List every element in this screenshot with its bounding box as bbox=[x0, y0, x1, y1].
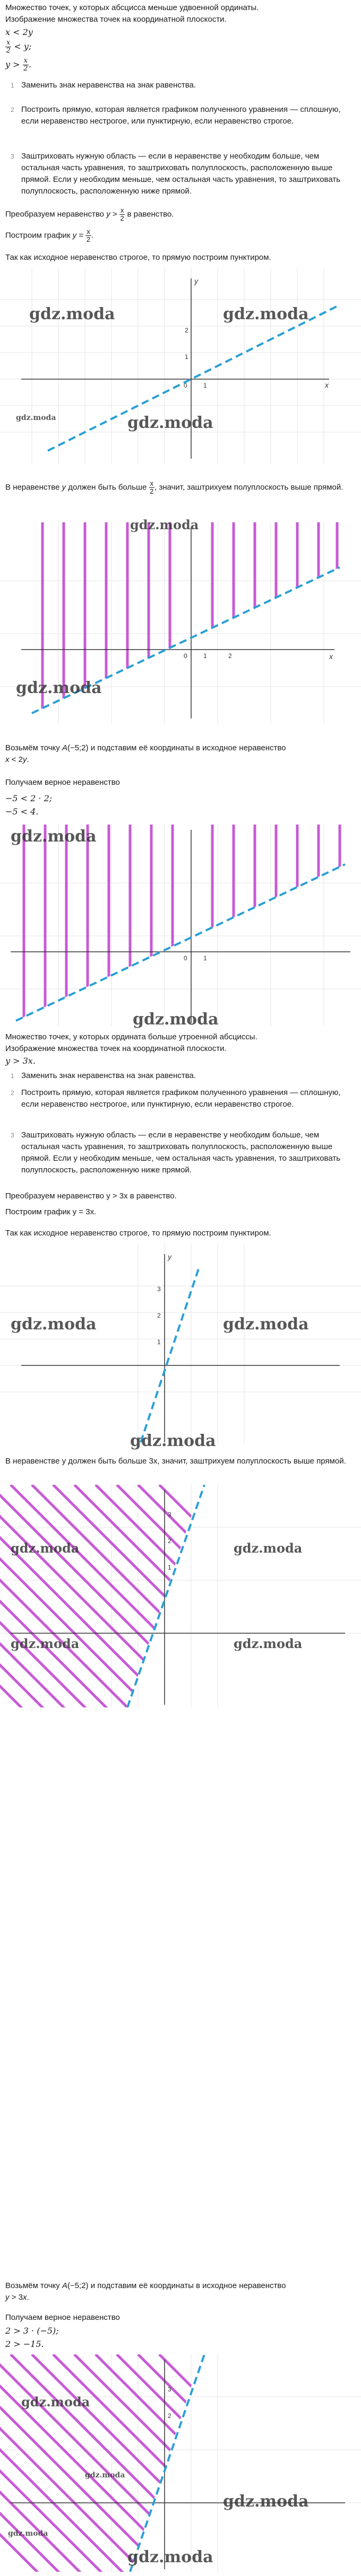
watermark: gdz.moda bbox=[234, 1540, 303, 1556]
svg-text:0: 0 bbox=[184, 954, 187, 962]
watermark: gdz.moda bbox=[29, 305, 115, 323]
watermark: gdz.moda bbox=[11, 827, 97, 846]
svg-text:1: 1 bbox=[157, 1338, 161, 1346]
svg-text:1: 1 bbox=[185, 353, 188, 361]
svg-text:0: 0 bbox=[184, 382, 187, 389]
svg-text:1: 1 bbox=[203, 382, 207, 389]
watermark: gdz.moda bbox=[21, 2394, 90, 2409]
graph-1-check bbox=[0, 825, 361, 1026]
part1-build: Построим график y = $\frac{x}{2}$ . bbox=[5, 227, 93, 243]
watermark: gdz.moda bbox=[127, 414, 213, 432]
graph-2-hatched bbox=[0, 1485, 361, 1707]
part2-subheading: Изображение множества точек на координатной плоскости. bbox=[5, 1044, 227, 1053]
part2-inequality-1: y > 3x. bbox=[5, 1056, 36, 1066]
part1-step-3: 3 Заштриховать нужную область — если в неравенстве y необходим больше, чем остальная часть уравнения, то заштриховать полуплоскость, расположенную выше прямой. Если y необходим меньше, чем остальная часть уравнения, то заштриховать полуплоскость, расположенную ниже прямой. bbox=[11, 152, 341, 196]
part1-heading: Множество точек, у которых абсцисса меньше удвоенной ординаты. bbox=[5, 3, 259, 12]
svg-text:1: 1 bbox=[168, 1564, 171, 1571]
part2-check-note: Возьмём точку A(−5;2) и подставим её координаты в исходное неравенство y > 3x. bbox=[5, 2281, 286, 2302]
watermark: gdz.moda bbox=[127, 2548, 213, 2566]
watermark: gdz.moda bbox=[16, 679, 102, 697]
watermark: gdz.moda bbox=[130, 517, 199, 532]
watermark: gdz.moda bbox=[223, 1315, 309, 1334]
watermark: gdz.moda bbox=[16, 414, 56, 422]
part1-inequality-3: y > $\frac{x}{2}$ . bbox=[5, 57, 32, 73]
svg-text:0: 0 bbox=[184, 652, 187, 660]
svg-text:2: 2 bbox=[157, 1312, 161, 1319]
part2-step-3: 3 Заштриховать нужную область — если в неравенстве y необходим больше, чем остальная часть уравнения, то заштриховать полуплоскость, расположенную выше прямой. Если y необходим меньше, чем остальная часть уравнения, то заштриховать полуплоскость, расположенную ниже прямой. bbox=[11, 1131, 341, 1175]
svg-text:y: y bbox=[194, 277, 198, 285]
svg-text:3: 3 bbox=[157, 1285, 161, 1293]
grid bbox=[0, 268, 361, 464]
svg-text:2: 2 bbox=[168, 2412, 171, 2420]
part2-check-1: 2 > 3 · (−5); bbox=[5, 2326, 59, 2336]
svg-text:1: 1 bbox=[203, 954, 207, 962]
part1-transform: Преобразуем неравенство y > $\frac{x}{2}$ в равенство. bbox=[5, 206, 174, 222]
svg-text:2: 2 bbox=[168, 1537, 171, 1545]
part1-step-2: 2 Построить прямую, которая является графиком полученного уравнения — сплошную, если неравенство нестрогое, или пунктирную, если неравенство строгое. bbox=[11, 105, 341, 126]
graph-2-check bbox=[0, 2354, 361, 2572]
part1-inequality-2: $\frac{x}{2}$ < y; bbox=[6, 39, 32, 55]
part1-check-note: Возьмём точку A(−5;2) и подставим её координаты в исходное неравенство x < 2y. bbox=[5, 743, 286, 764]
svg-text:2: 2 bbox=[228, 652, 232, 660]
part2-dashed-note: Так как исходное неравенство строгое, то прямую построим пунктиром. bbox=[5, 1229, 271, 1238]
watermark: gdz.moda bbox=[133, 1010, 219, 1029]
part2-check-2: 2 > −15. bbox=[5, 2339, 44, 2349]
part1-check-1: −5 < 2 · 2; bbox=[5, 793, 53, 803]
part2-shade-note: В неравенстве y должен быть больше 3x, значит, заштрихуем полуплоскость выше прямой. bbox=[5, 1457, 346, 1466]
part1-shade-note: В неравенстве y должен быть больше $\frac{x}{2}$ , значит, заштрихуем полуплоскость выше прямой. bbox=[5, 479, 343, 495]
watermark: gdz.moda bbox=[223, 305, 309, 323]
svg-text:x: x bbox=[325, 381, 329, 389]
part1-true-note: Получаем верное неравенство bbox=[5, 778, 120, 787]
watermark: gdz.moda bbox=[234, 1636, 303, 1651]
watermark: gdz.moda bbox=[130, 1432, 216, 1450]
watermark: gdz.moda bbox=[11, 1540, 80, 1556]
svg-text:1: 1 bbox=[203, 652, 207, 660]
part2-heading: Множество точек, у которых ордината больше утроенной абсциссы. bbox=[5, 1032, 257, 1041]
watermark: gdz.moda bbox=[11, 1315, 97, 1334]
watermark: gdz.moda bbox=[11, 1636, 80, 1651]
svg-text:x: x bbox=[329, 652, 333, 661]
watermark: gdz.moda bbox=[8, 2529, 48, 2538]
graph-2-dashed-line bbox=[0, 1243, 361, 1445]
part1-dashed-note: Так как исходное неравенство строгое, то прямую построим пунктиром. bbox=[5, 253, 271, 262]
part1-subheading: Изображение множества точек на координатной плоскости. bbox=[5, 15, 227, 24]
part2-transform: Преобразуем неравенство y > 3x в равенство. bbox=[5, 1191, 177, 1201]
part2-true-note: Получаем верное неравенство bbox=[5, 2313, 120, 2322]
part2-step-1: 1 Заменить знак неравенства на знак равенства. bbox=[11, 1071, 196, 1080]
part1-inequality-1: x < 2y bbox=[5, 27, 33, 37]
svg-text:y: y bbox=[168, 1252, 171, 1261]
part2-build: Построим график y = 3x. bbox=[5, 1207, 97, 1216]
graph-1-dashed-line bbox=[0, 268, 361, 464]
watermark: gdz.moda bbox=[223, 2492, 309, 2511]
part1-step-1: 1 Заменить знак неравенства на знак равенства. bbox=[11, 81, 196, 90]
watermark: gdz.moda bbox=[85, 2471, 125, 2479]
svg-text:2: 2 bbox=[185, 327, 188, 334]
svg-text:3: 3 bbox=[168, 2386, 171, 2393]
svg-text:3: 3 bbox=[168, 1511, 171, 1518]
part2-step-2: 2 Построить прямую, которая является графиком полученного уравнения — сплошную, если неравенство нестрогое, или пунктирную, если неравенство строгое. bbox=[11, 1088, 341, 1109]
part1-check-2: −5 < 4. bbox=[5, 807, 39, 817]
